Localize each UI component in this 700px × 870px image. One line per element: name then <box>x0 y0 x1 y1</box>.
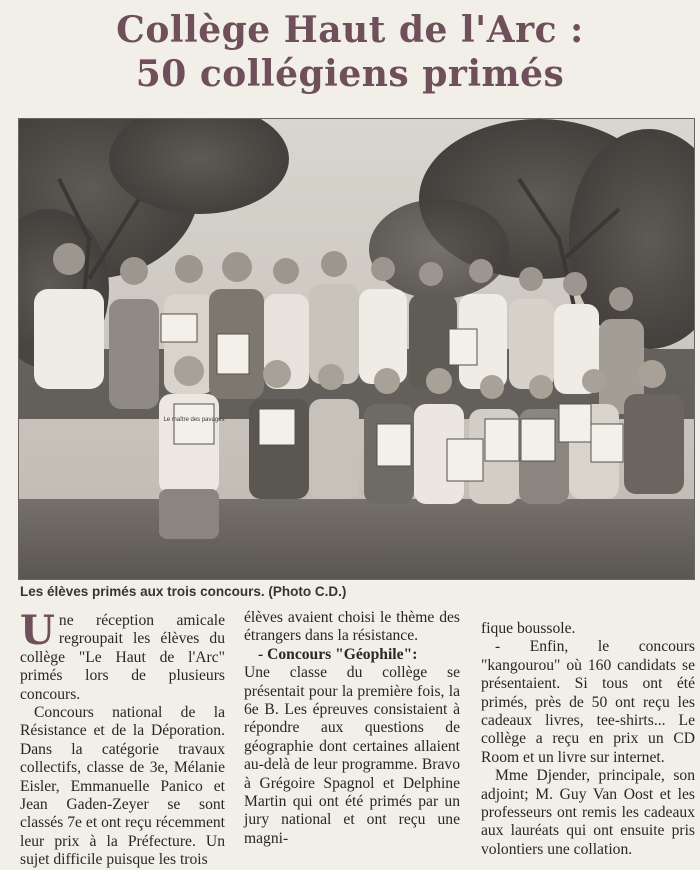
paragraph-kangourou: - Enfin, le concours "kangourou" où 160 candidats se présentaient. Si tous ont été primés, près de 50 ont reçu les cadeaux livres, tee-shirts... Le collège a reçu en prix un CD Room et un livre sur internet. <box>481 638 695 766</box>
drop-cap: U <box>20 607 55 654</box>
article-column-2 <box>244 609 460 848</box>
headline-line-2: 50 collégiens primés <box>135 53 565 95</box>
sign-text: Le maître des pavages <box>163 417 225 423</box>
group-photo <box>18 118 695 580</box>
intro-text: ne réception amicale regroupait les élèves du collège "Le Haut de l'Arc" primés lors de plusieurs concours. <box>20 612 225 703</box>
photo-caption: Les élèves primés aux trois concours. (Photo C.D.) <box>20 584 347 599</box>
headline <box>0 8 700 96</box>
paragraph-continued: élèves avaient choisi le thème des étrangers dans la résistance. <box>244 609 460 645</box>
paragraph-geophile: Une classe du collège se présentait pour la première fois, la 6e B. Les épreuves consistaient à répondre aux questions de géographie dont certaines allaient au-delà de leur programme. Bravo à Grégoire Spagnol et Delphine Martin qui ont été primés par un jury national et ont reçu une magni- <box>244 664 460 847</box>
group-photo-image <box>19 119 694 579</box>
article-column-1 <box>20 607 225 870</box>
paragraph-resistance: Concours national de la Résistance et de la Déporation. Dans la catégorie travaux collectifs, classe de 3e, Mélanie Eisler, Emmanuelle Panico et Jean Gaden-Zeyer se sont classés 7e et ont reçu récemment leur prix à la Préfecture. Un sujet difficile puisque les trois <box>20 704 225 869</box>
article-column-3 <box>481 620 695 859</box>
paragraph-ceremony: Mme Djender, principale, son adjoint; M. Guy Van Oost et les professeurs ont remis les cadeaux aux lauréats qui ont ensuite pris volontiers une collation. <box>481 767 695 858</box>
paragraph-continued: fique boussole. <box>481 620 576 637</box>
paragraph <box>20 607 225 704</box>
subhead-geophile: - Concours "Géophile": <box>258 645 418 663</box>
headline-line-1: Collège Haut de l'Arc : <box>116 9 584 51</box>
